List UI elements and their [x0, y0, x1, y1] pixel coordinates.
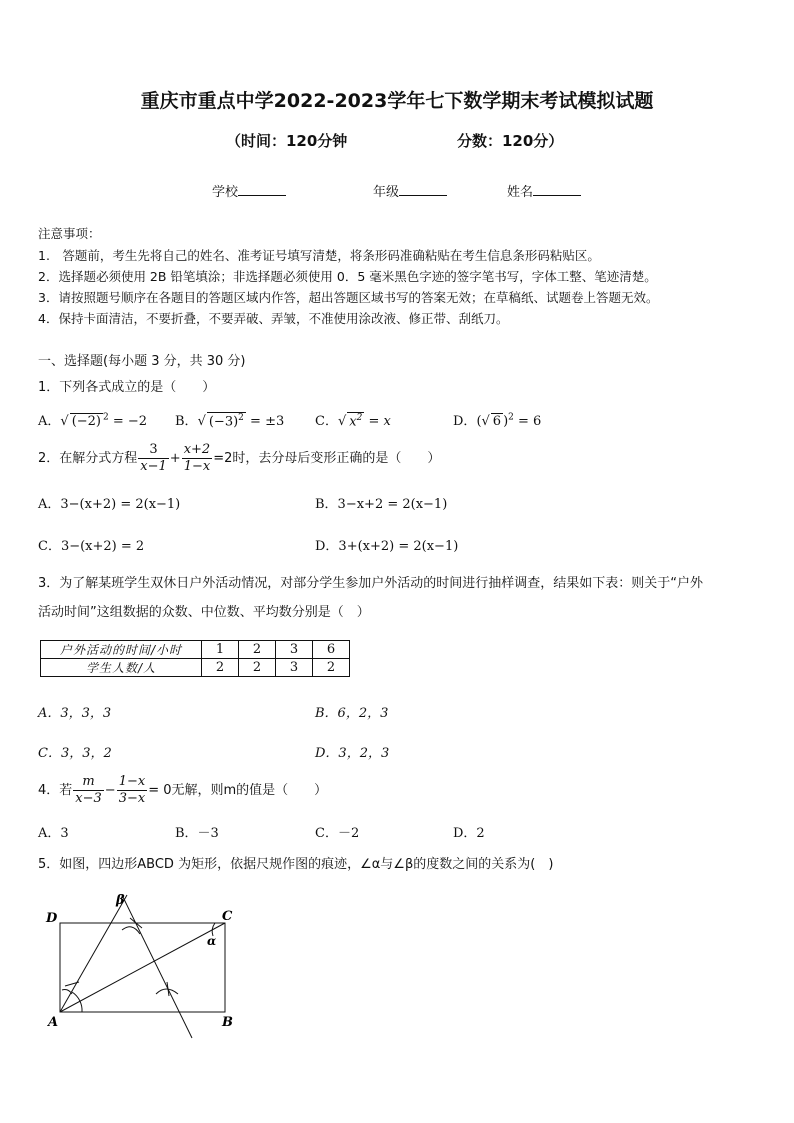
- q4-option-c: C．－2: [315, 826, 360, 841]
- q4-option-a: A．3: [38, 826, 69, 841]
- table-cell: 3: [276, 641, 313, 659]
- q5-stem: 5．如图，四边形ABCD 为矩形，依据尺规作图的痕迹，∠α与∠β的度数之间的关系为( ): [38, 857, 554, 872]
- q3-option-b: B．6，2，3: [315, 706, 389, 721]
- q4-option-b: B．－3: [175, 826, 219, 841]
- label-a: A: [48, 1015, 59, 1030]
- table-row: [41, 659, 350, 677]
- q3-option-c: C．3，3，2: [38, 746, 112, 761]
- q3-stem-line2: 活动时间”这组数据的众数、中位数、平均数分别是（ ）: [38, 605, 370, 620]
- notice-item: 4．保持卡面清洁，不要折叠，不要弄破、弄皱，不准使用涂改液、修正带、刮纸刀。: [38, 311, 509, 326]
- notice-heading: 注意事项：: [38, 226, 101, 241]
- q2-option-b: B．3−x+2 = 2(x−1): [315, 497, 448, 512]
- section-heading: 一、选择题(每小题 3 分，共 30 分): [38, 354, 246, 369]
- q1-stem: 1．下列各式成立的是（ ）: [38, 380, 216, 395]
- q3-option-d: D．3，2，3: [315, 746, 390, 761]
- exam-score: 分数：120分）: [457, 132, 564, 150]
- q5-figure: [40, 890, 250, 1040]
- exam-time: （时间：120分钟: [226, 132, 348, 150]
- q3-option-a: A．3，3，3: [38, 706, 112, 721]
- table-cell: 2: [239, 659, 276, 677]
- q1-option-a: A．√ (−2) $^2$ = −2: [38, 412, 148, 429]
- table-cell: 2: [313, 659, 350, 677]
- label-b: B: [222, 1015, 233, 1030]
- label-c: C: [222, 909, 233, 924]
- q1-option-d: D．(√ 6 )$^2$ = 6: [453, 412, 542, 429]
- name-field: 姓名: [507, 181, 581, 200]
- table-header-cell: 学生人数/人: [41, 659, 202, 677]
- q4-stem: 4．若 $\frac{m}{x-3}$ − $\frac{1-x}{3-x}$ = 0无解，则m的值是（ ）: [38, 774, 328, 806]
- q3-data-table: [40, 640, 350, 677]
- label-alpha: α: [207, 934, 217, 948]
- table-cell: 3: [276, 659, 313, 677]
- q2-option-d: D．3+(x+2) = 2(x−1): [315, 539, 459, 554]
- grade-field: 年级: [373, 181, 447, 200]
- q1-option-b: B．√ $(-3)^2 = \pm 3$: [175, 412, 285, 429]
- q2-stem: 2．在解分式方程 $\frac{3}{x-1}$ + $\frac{x+2}{1-x}$ =2时，去分母后变形正确的是（ ）: [38, 442, 441, 474]
- q2-option-c: C．3−(x+2) = 2: [38, 539, 145, 554]
- q1-option-c: C．√ $x^2 = x$: [315, 412, 391, 429]
- q2-option-a: A．3−(x+2) = 2(x−1): [38, 497, 181, 512]
- table-cell: 6: [313, 641, 350, 659]
- page-title: 重庆市重点中学2022-2023学年七下数学期末考试模拟试题: [140, 90, 654, 112]
- table-cell: 1: [202, 641, 239, 659]
- arc: [122, 927, 140, 934]
- notice-item: 2．选择题必须使用 2B 铅笔填涂；非选择题必须使用 0．5 毫米黑色字迹的签字笔书写，字体工整、笔迹清楚。: [38, 269, 657, 284]
- label-beta: β: [116, 893, 125, 908]
- q3-stem-line1: 3．为了解某班学生双休日户外活动情况，对部分学生参加户外活动的时间进行抽样调查，结果如下表：则关于“户外: [38, 576, 704, 591]
- notice-item: 3．请按照题号顺序在各题目的答题区域内作答，超出答题区域书写的答案无效；在草稿纸、试题卷上答题无效。: [38, 290, 659, 305]
- notice-item: 1. 答题前，考生先将自己的姓名、准考证号填写清楚，将条形码准确粘贴在考生信息条形码粘贴区。: [38, 248, 600, 263]
- arc: [72, 992, 82, 1012]
- table-cell: 2: [202, 659, 239, 677]
- label-d: D: [46, 911, 58, 926]
- q4-option-d: D．2: [453, 826, 485, 841]
- arc: [156, 989, 178, 994]
- table-row: [41, 641, 350, 659]
- table-cell: 2: [239, 641, 276, 659]
- arc-mark: [65, 982, 79, 986]
- school-field: 学校: [212, 181, 286, 200]
- table-header-cell: 户外活动的时间/小时: [41, 641, 202, 659]
- perpendicular-bisector: [122, 895, 192, 1038]
